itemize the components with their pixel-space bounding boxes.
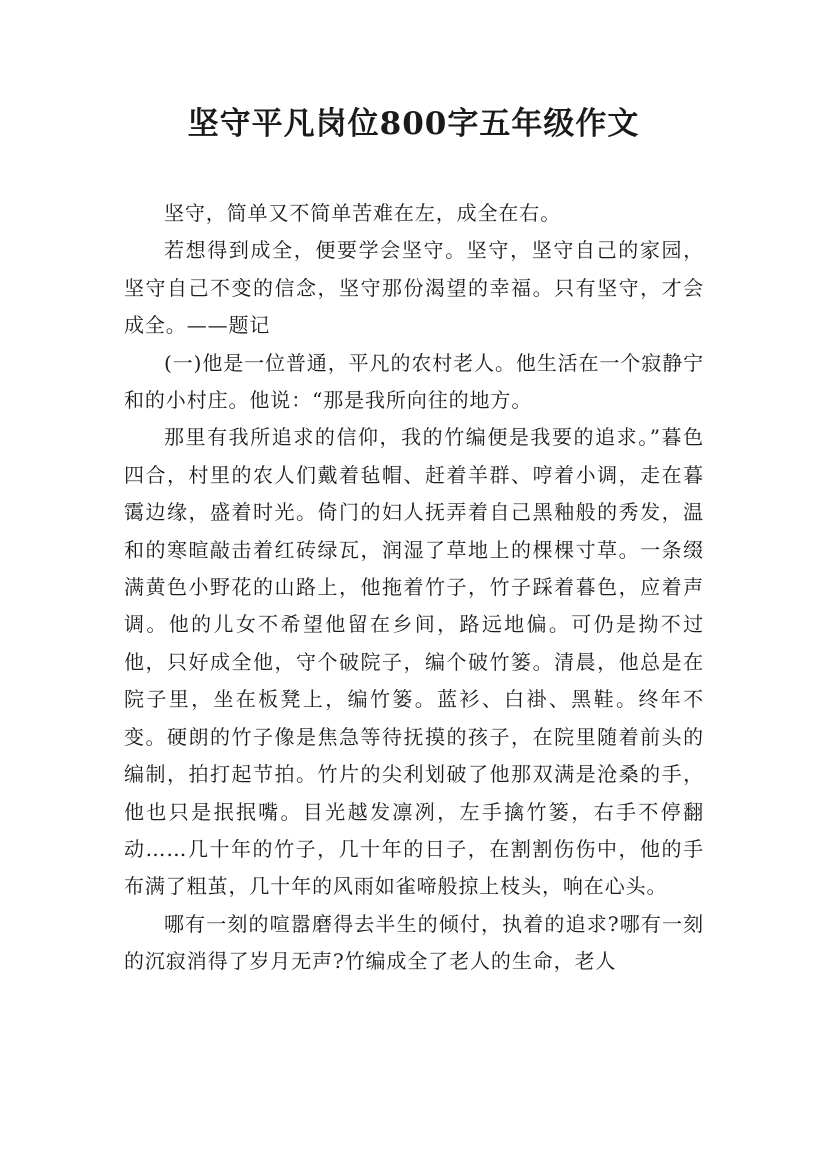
paragraph: 那里有我所追求的信仰，我的竹编便是我要的追求。”暮色四合，村里的农人们戴着毡帽、赶着羊群、哼着小调，走在暮霭边缘，盛着时光。倚门的妇人抚弄着自己黑釉般的秀发，温和的寒暄敲击着红砖绿瓦，润湿了草地上的棵棵寸草。一条缀满黄色小野花的山路上，他拖着竹子，竹子踩着暮色，应着声调。他的儿女不希望他留在乡间，路远地偏。可仍是拗不过他，只好成全他，守个破院子，编个破竹篓。清晨，他总是在院子里，坐在板凳上，编竹篓。蓝衫、白褂、黑鞋。终年不变。硬朗的竹子像是焦急等待抚摸的孩子，在院里随着前头的编制，拍打起节拍。竹片的尖利划破了他那双满是沧桑的手，他也只是抿抿嘴。目光越发凛冽，左手擒竹篓，右手不停翻动……几十年的竹子，几十年的日子，在割割伤伤中，他的手布满了粗茧，几十年的风雨如雀啼般掠上枝头，响在心头。 <box>124 425 704 899</box>
paragraph: 哪有一刻的喧嚣磨得去半生的倾付，执着的追求?哪有一刻的沉寂消得了岁月无声?竹编成全了老人的生命，老人 <box>124 911 704 974</box>
document-body <box>124 195 704 981</box>
paragraph: 若想得到成全，便要学会坚守。坚守，坚守自己的家园，坚守自己不变的信念，坚守那份渴望的幸福。只有坚守，才会成全。——题记 <box>124 238 704 338</box>
paragraph: 坚守，简单又不简单苦难在左，成全在右。 <box>164 201 562 225</box>
paragraph: (一)他是一位普通，平凡的农村老人。他生活在一个寂静宁和的小村庄。他说：“那是我所向往的地方。 <box>124 350 704 413</box>
document-title: 坚守平凡岗位800字五年级作文 <box>187 106 640 142</box>
